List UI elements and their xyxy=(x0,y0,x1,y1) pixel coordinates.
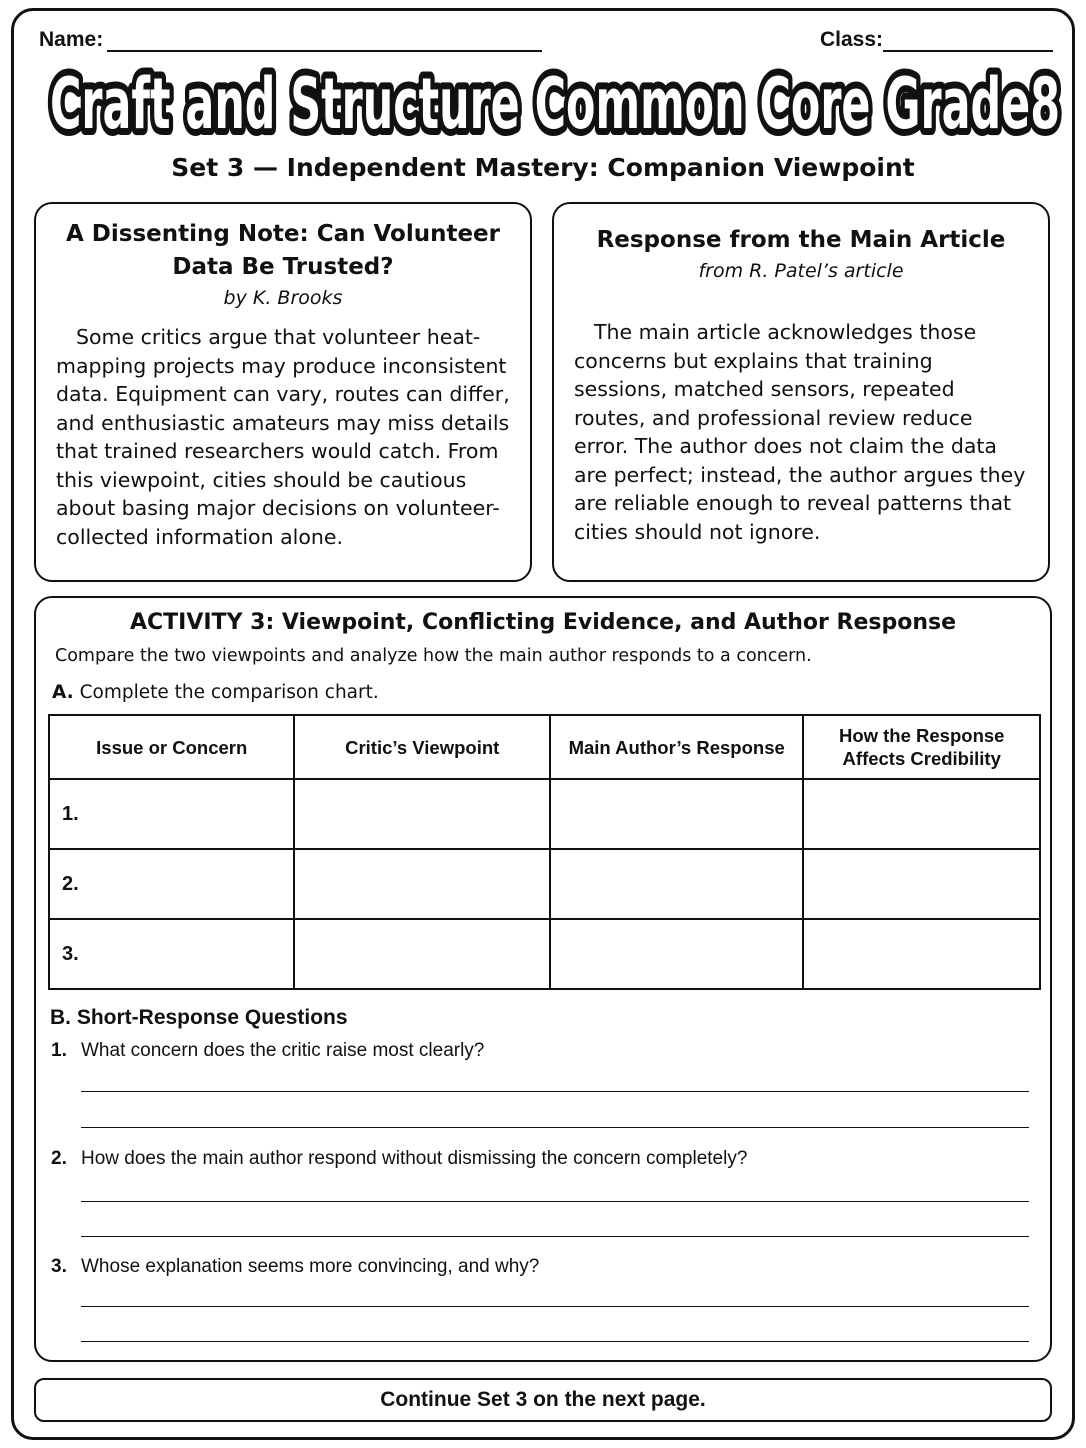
response-passage-panel xyxy=(552,202,1050,582)
comparison-chart xyxy=(48,714,1041,990)
chart-header-author: Main Author’s Response xyxy=(550,715,803,779)
answer-line[interactable] xyxy=(81,1236,1029,1237)
question-2 xyxy=(51,1148,747,1170)
answer-line[interactable] xyxy=(81,1201,1029,1202)
part-a-letter: A. xyxy=(52,682,74,703)
class-label: Class: xyxy=(820,28,884,51)
table-row xyxy=(49,849,1040,919)
response-passage-byline: from R. Patel’s article xyxy=(698,260,904,282)
answer-line[interactable] xyxy=(81,1127,1029,1128)
response-passage-body: The main article acknowledges those concerns but explains that training sessions, matched sensors, repeated routes, and professional review reduce error. The author does not claim the data are perfect; instead, the author argues they are reliable enough to reveal patterns that cities should not ignore. xyxy=(574,320,1026,544)
part-a-text: Complete the comparison chart. xyxy=(79,682,379,703)
row-number[interactable]: 1. xyxy=(49,779,294,849)
name-write-line[interactable] xyxy=(107,50,542,52)
dissenting-passage-body: Some critics argue that volunteer heat-mapping projects may produce inconsistent data. Equipment can vary, routes can differ, and enthusiastic amateurs may miss details that trained researchers would catch. From this viewpoint, cities should be cautious about basing major decisions on volunteer-collected information alone. xyxy=(56,325,510,549)
dissenting-passage-title: A Dissenting Note: Can Volunteer Data Be Trusted? xyxy=(66,221,501,280)
answer-line[interactable] xyxy=(81,1306,1029,1307)
class-write-line[interactable] xyxy=(883,50,1053,52)
part-b-label: B. Short-Response Questions xyxy=(50,1006,348,1029)
question-text: What concern does the critic raise most clearly? xyxy=(81,1040,485,1061)
worksheet-title-text: Craft and Structure Common Core Grade8 xyxy=(50,63,1060,145)
table-cell[interactable] xyxy=(803,919,1040,989)
answer-line[interactable] xyxy=(81,1341,1029,1342)
table-cell[interactable] xyxy=(550,849,803,919)
table-cell[interactable] xyxy=(803,849,1040,919)
table-row xyxy=(49,779,1040,849)
activity-title: ACTIVITY 3: Viewpoint, Conflicting Evidence, and Author Response xyxy=(129,610,957,635)
dissenting-passage-byline: by K. Brooks xyxy=(223,287,343,309)
table-cell[interactable] xyxy=(294,919,549,989)
table-cell[interactable] xyxy=(803,779,1040,849)
worksheet-title xyxy=(40,62,1070,146)
name-label: Name: xyxy=(39,28,104,51)
dissenting-passage-panel xyxy=(34,202,532,582)
worksheet-subtitle: Set 3 — Independent Mastery: Companion Viewpoint xyxy=(171,153,915,182)
question-1 xyxy=(51,1040,484,1062)
answer-line[interactable] xyxy=(81,1091,1029,1092)
chart-header-critic: Critic’s Viewpoint xyxy=(294,715,549,779)
row-number[interactable]: 2. xyxy=(49,849,294,919)
question-number: 1. xyxy=(51,1040,67,1061)
table-row xyxy=(49,919,1040,989)
row-number[interactable]: 3. xyxy=(49,919,294,989)
table-cell[interactable] xyxy=(294,779,549,849)
activity-panel xyxy=(34,596,1052,1362)
question-text: Whose explanation seems more convincing, and why? xyxy=(81,1256,540,1277)
response-passage-title: Response from the Main Article xyxy=(596,227,1006,253)
question-text: How does the main author respond without dismissing the concern completely? xyxy=(81,1148,748,1169)
chart-header-credibility: How the Response Affects Credibility xyxy=(803,715,1040,779)
table-cell[interactable] xyxy=(550,919,803,989)
question-3 xyxy=(51,1256,539,1278)
part-a-label xyxy=(52,682,379,703)
question-number: 3. xyxy=(51,1256,67,1277)
table-cell[interactable] xyxy=(294,849,549,919)
question-number: 2. xyxy=(51,1148,67,1169)
continue-footer: Continue Set 3 on the next page. xyxy=(34,1378,1052,1422)
chart-header-issue: Issue or Concern xyxy=(49,715,294,779)
table-cell[interactable] xyxy=(550,779,803,849)
activity-instructions: Compare the two viewpoints and analyze how the main author responds to a concern. xyxy=(55,646,812,666)
